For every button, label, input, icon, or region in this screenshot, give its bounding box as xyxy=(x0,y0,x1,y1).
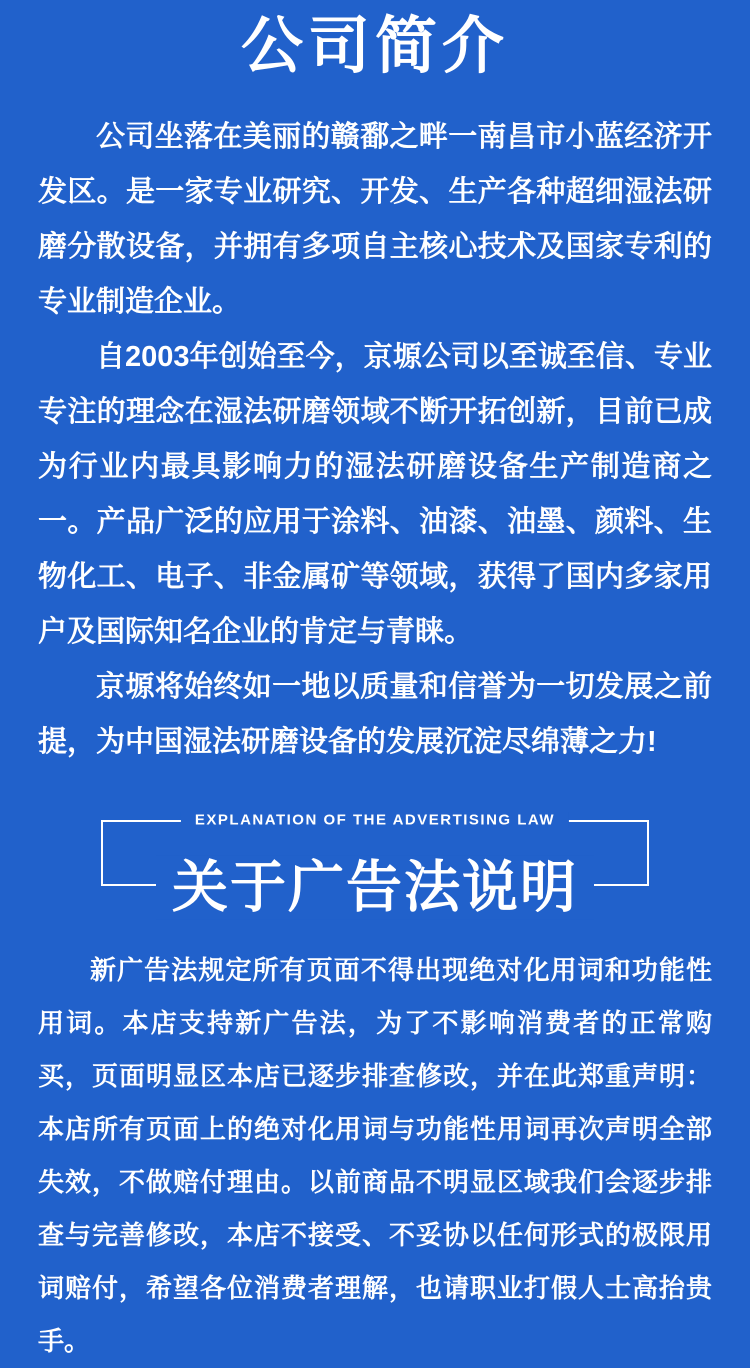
adlaw-text xyxy=(38,944,712,1368)
company-paragraph-2: 自2003年创始至今，京塬公司以至诚至信、专业专注的理念在湿法研磨领域不断开拓创新，目前已成为行业内最具影响力的湿法研磨设备生产制造商之一。产品广泛的应用于涂料、油漆、油墨、颜料、生物化工、电子、非金属矿等领域，获得了国内多家用户及国际知名企业的肯定与青睐。 xyxy=(38,341,712,649)
adlaw-frame xyxy=(101,811,649,919)
company-paragraph-1: 公司坐落在美丽的赣鄱之畔一南昌市小蓝经济开发区。是一家专业研究、开发、生产各种超细湿法研磨分散设备，并拥有多项自主核心技术及国家专利的专业制造企业。 xyxy=(38,121,712,319)
company-paragraph-3: 京塬将始终如一地以质量和信誉为一切发展之前提，为中国湿法研磨设备的发展沉淀尽绵薄之力! xyxy=(38,671,712,759)
adlaw-paragraph: 新广告法规定所有页面不得出现绝对化用词和功能性用词。本店支持新广告法，为了不影响消费者的正常购买，页面明显区本店已逐步排查修改，并在此郑重声明：本店所有页面上的绝对化用词与功能性用词再次声明全部失效，不做赔付理由。以前商品不明显区域我们会逐步排查与完善修改，本店不接受、不妥协以任何形式的极限用词赔付，希望各位消费者理解，也请职业打假人士高抬贵手。 xyxy=(38,955,712,1357)
company-intro-title: 公司简介 xyxy=(240,12,509,81)
adlaw-section xyxy=(0,811,750,1368)
company-intro-text xyxy=(38,110,712,770)
adlaw-title: 关于广告法说明 xyxy=(156,855,594,919)
adlaw-eyebrow-label: EXPLANATION OF THE ADVERTISING LAW xyxy=(181,812,569,829)
